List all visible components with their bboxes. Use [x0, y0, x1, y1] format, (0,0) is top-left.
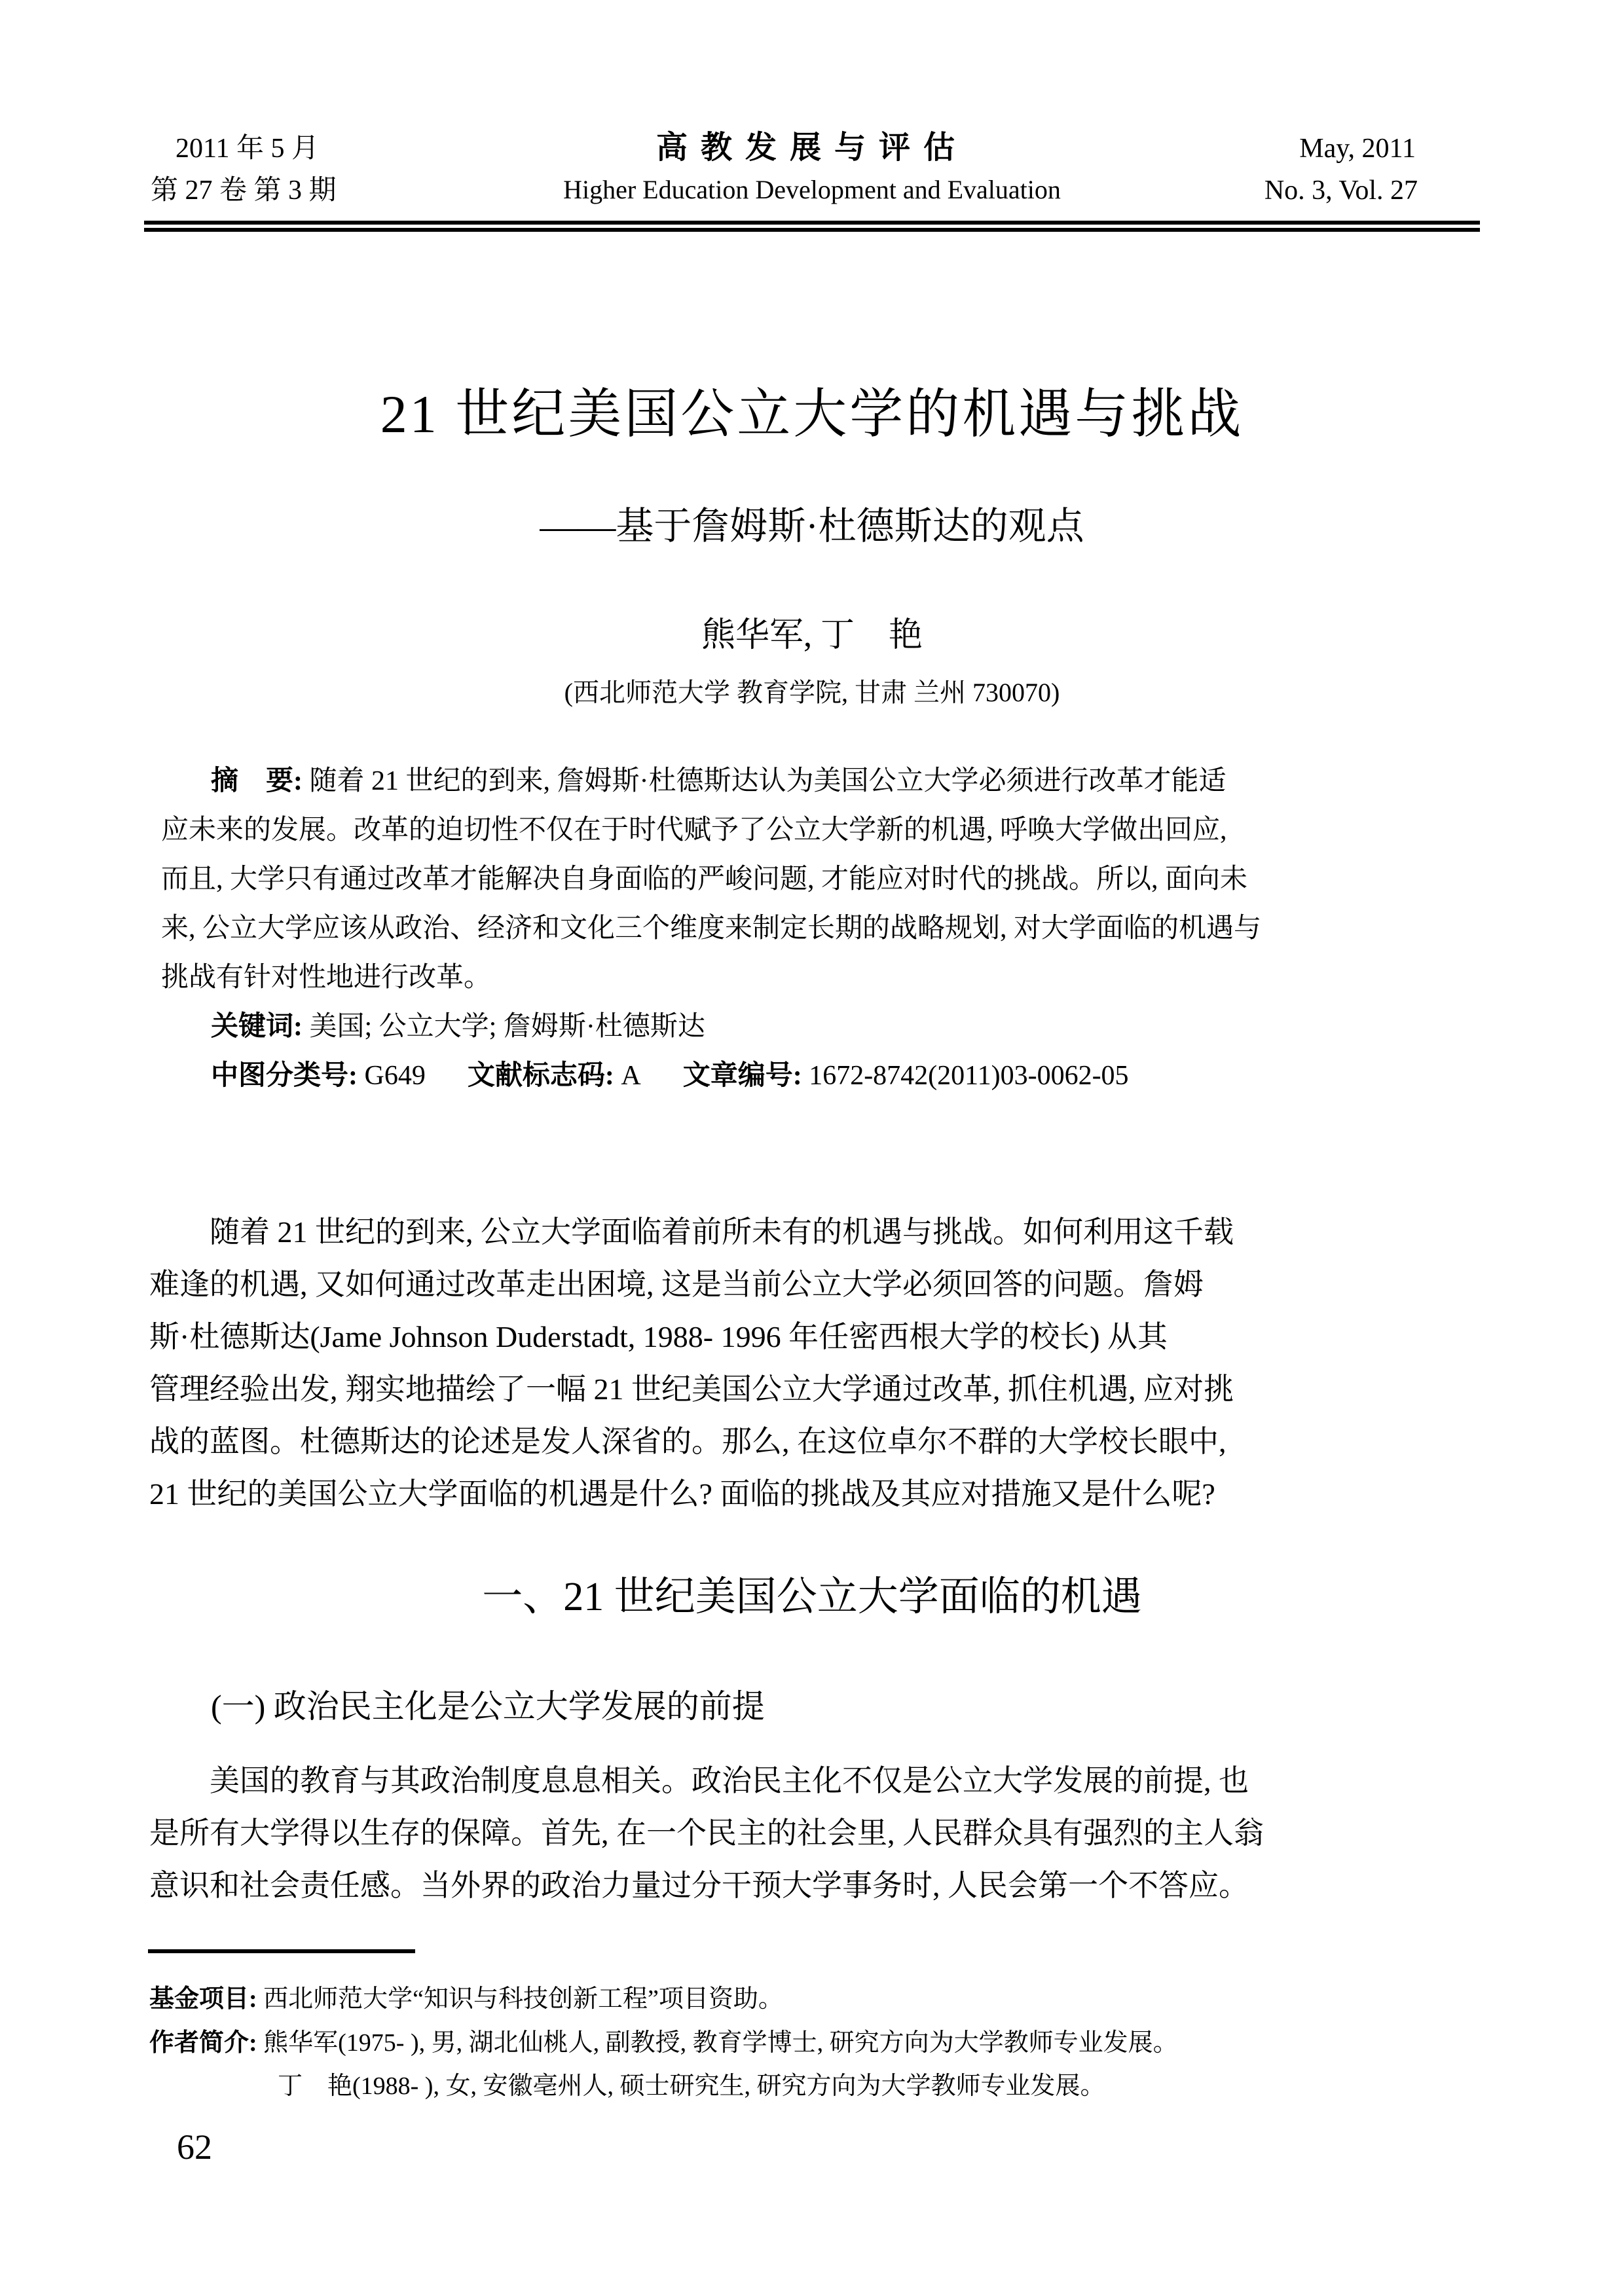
text-line: 来, 公立大学应该从政治、经济和文化三个维度来制定长期的战略规划, 对大学面临的机遇与	[161, 913, 1262, 944]
doc-code-label: 文献标志码:	[467, 1061, 614, 1091]
text-line: 管理经验出发, 翔实地描绘了一幅 21 世纪美国公立大学通过改革, 抓住机遇, 应对挑	[149, 1372, 1234, 1406]
keywords-line	[161, 1002, 1463, 1052]
fund-line	[149, 1984, 783, 2015]
header-right-issue: No. 3, Vol. 27	[1264, 175, 1418, 206]
affiliation: (西北师范大学 教育学院, 甘肃 兰州 730070)	[564, 678, 1060, 707]
abstract-text	[161, 806, 1463, 1002]
text-line: 挑战有针对性地进行改革。	[161, 963, 492, 993]
article-id-label: 文章编号:	[682, 1061, 802, 1091]
text-line: 意识和社会责任感。当外界的政治力量过分干预大学事务时, 人民会第一个不答应。	[149, 1869, 1249, 1902]
keywords-label: 关键词:	[211, 1012, 303, 1042]
body-paragraph-2	[149, 1755, 1479, 1912]
text-line: 而且, 大学只有通过改革才能解决自身面临的严峻问题, 才能应对时代的挑战。所以, 面向未	[161, 864, 1248, 894]
text-line: 21 世纪的美国公立大学面临的机遇是什么? 面临的挑战及其应对措施又是什么呢?	[149, 1477, 1215, 1511]
body-paragraph-1	[149, 1206, 1479, 1520]
article-subtitle: ——基于詹姆斯·杜德斯达的观点	[540, 505, 1084, 547]
bio-line-2	[278, 2071, 1105, 2102]
abstract-label: 摘 要:	[211, 766, 303, 796]
doc-code-value: A	[614, 1061, 641, 1091]
header-right-date: May, 2011	[1299, 134, 1416, 164]
text-line: 斯·杜德斯达(Jame Johnson Duderstadt, 1988- 1996 年任密西根大学的校长) 从其	[149, 1320, 1168, 1353]
header-double-rule-bottom	[144, 228, 1480, 232]
article-title: 21 世纪美国公立大学的机遇与挑战	[380, 384, 1244, 444]
keywords-text: 美国; 公立大学; 詹姆斯·杜德斯达	[303, 1012, 705, 1042]
bio1-text: 熊华军(1975- ), 男, 湖北仙桃人, 副教授, 教育学博士, 研究方向为大学教师专业发展。	[257, 2029, 1178, 2057]
bio2-text: 丁 艳(1988- ), 女, 安徽亳州人, 硕士研究生, 研究方向为大学教师专业发展。	[278, 2072, 1105, 2100]
text-line: 是所有大学得以生存的保障。首先, 在一个民主的社会里, 人民群众具有强烈的主人翁	[149, 1816, 1264, 1850]
header-double-rule-top	[144, 221, 1480, 225]
clc-value: G649	[358, 1061, 426, 1091]
bio-line-1	[149, 2028, 1178, 2059]
abstract-first-line	[161, 757, 1463, 806]
abstract-first-line-text: 随着 21 世纪的到来, 詹姆斯·杜德斯达认为美国公立大学必须进行改革才能适	[303, 766, 1227, 796]
clc-label: 中图分类号:	[211, 1061, 358, 1091]
section-heading-1: 一、21 世纪美国公立大学面临的机遇	[482, 1575, 1142, 1619]
footnote-rule	[148, 1949, 415, 1953]
classification-line	[161, 1052, 1463, 1101]
bio-label: 作者简介:	[149, 2029, 257, 2057]
text-line: 难逢的机遇, 又如何通过改革走出困境, 这是当前公立大学必须回答的问题。詹姆	[149, 1268, 1204, 1301]
authors: 熊华军, 丁 艳	[701, 617, 923, 654]
fund-text: 西北师范大学“知识与科技创新工程”项目资助。	[257, 1985, 783, 2013]
fund-label: 基金项目:	[149, 1985, 257, 2013]
text-line: 美国的教育与其政治制度息息相关。政治民主化不仅是公立大学发展的前提, 也	[210, 1764, 1249, 1797]
page-number: 62	[177, 2127, 212, 2167]
text-line: 随着 21 世纪的到来, 公立大学面临着前所未有的机遇与挑战。如何利用这千载	[210, 1215, 1234, 1249]
journal-title-en: Higher Education Development and Evaluation	[563, 175, 1061, 204]
header-left-date: 2011 年 5 月	[175, 134, 319, 164]
header-left-issue: 第 27 卷 第 3 期	[151, 175, 337, 206]
article-id-value: 1672-8742(2011)03-0062-05	[802, 1061, 1129, 1091]
abstract-block	[161, 757, 1463, 1101]
subsection-heading-1: (一) 政治民主化是公立大学发展的前提	[211, 1688, 765, 1725]
journal-title-cn: 高教发展与评估	[655, 130, 968, 165]
text-line: 应未来的发展。改革的迫切性不仅在于时代赋予了公立大学新的机遇, 呼唤大学做出回应,	[161, 815, 1227, 845]
text-line: 战的蓝图。杜德斯达的论述是发人深省的。那么, 在这位卓尔不群的大学校长眼中,	[149, 1425, 1227, 1458]
